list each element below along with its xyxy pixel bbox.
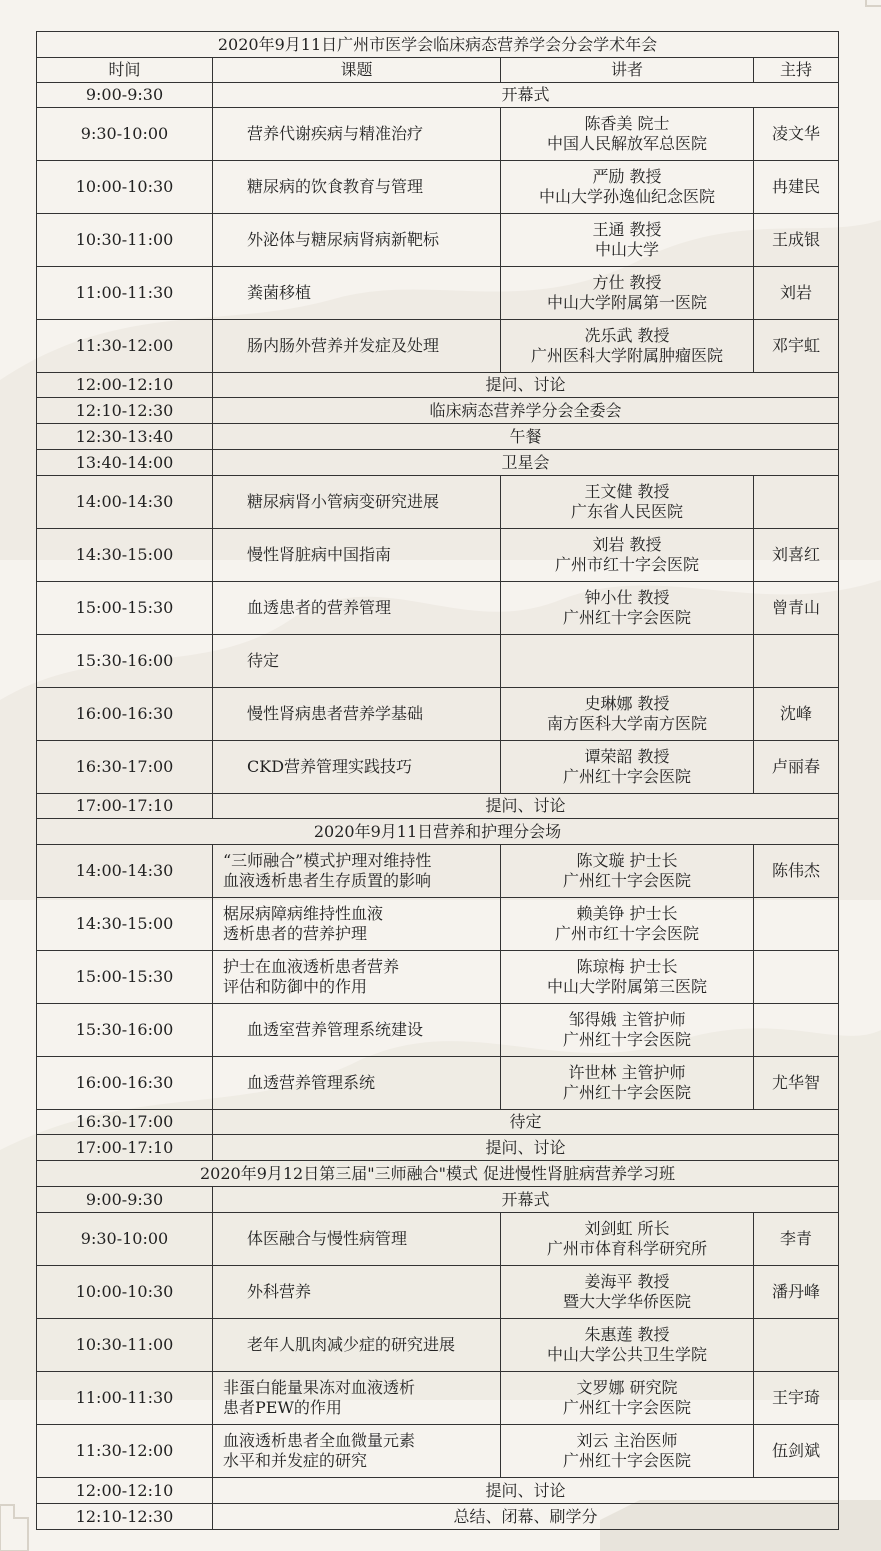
- topic-line: 评估和防御中的作用: [223, 977, 368, 996]
- session-row: [37, 794, 839, 819]
- topic-line: 透析患者的营养护理: [223, 924, 368, 943]
- topic-cell: [213, 898, 501, 951]
- section-title: 2020年9月11日营养和护理分会场: [37, 819, 839, 845]
- speaker-cell: [501, 845, 754, 898]
- time-cell: 9:00-9:30: [37, 83, 213, 108]
- topic-line: 患者PEW的作用: [223, 1398, 342, 1417]
- talk-row: [37, 161, 839, 214]
- speaker-org: 南方医科大学南方医院: [546, 714, 707, 733]
- speaker-cell: [501, 1057, 754, 1110]
- host-cell: 潘丹峰: [754, 1266, 839, 1319]
- speaker-cell: [501, 688, 754, 741]
- topic-cell: 老年人肌肉减少症的研究进展: [213, 1319, 501, 1372]
- speaker-org: 中山大学附属第三医院: [546, 977, 707, 996]
- topic-cell: CKD营养管理实践技巧: [213, 741, 501, 794]
- time-cell: 14:30-15:00: [37, 898, 213, 951]
- speaker-name: 赖美铮 护士长: [576, 904, 678, 923]
- speaker-org: 中山大学附属第一医院: [546, 293, 707, 312]
- speaker-cell: [501, 320, 754, 373]
- host-cell: 邓宇虹: [754, 320, 839, 373]
- time-cell: 10:00-10:30: [37, 1266, 213, 1319]
- time-cell: 16:00-16:30: [37, 688, 213, 741]
- topic-cell: [213, 951, 501, 1004]
- speaker-org: 暨大大学华侨医院: [562, 1292, 691, 1311]
- speaker-cell: [501, 476, 754, 529]
- session-label: 提问、讨论: [213, 373, 839, 398]
- talk-row: [37, 1213, 839, 1266]
- time-cell: 17:00-17:10: [37, 794, 213, 819]
- speaker-name: 刘剑虹 所长: [584, 1219, 670, 1238]
- host-cell: 伍剑斌: [754, 1425, 839, 1478]
- section-row: [37, 1161, 839, 1187]
- time-cell: 12:00-12:10: [37, 1478, 213, 1504]
- time-cell: 12:10-12:30: [37, 398, 213, 424]
- time-cell: 12:30-13:40: [37, 424, 213, 450]
- session-label: 临床病态营养学分会全委会: [213, 398, 839, 424]
- speaker-name: 谭荣韶 教授: [584, 747, 670, 766]
- time-cell: 14:00-14:30: [37, 845, 213, 898]
- session-label: 卫星会: [213, 450, 839, 476]
- speaker-org: 广州红十字会医院: [562, 1083, 691, 1102]
- time-cell: 17:00-17:10: [37, 1135, 213, 1161]
- time-cell: 11:30-12:00: [37, 1425, 213, 1478]
- speaker-org: 广州医科大学附属肿瘤医院: [530, 346, 723, 365]
- speaker-cell: [501, 1266, 754, 1319]
- speaker-name: 王文健 教授: [584, 482, 670, 501]
- session-row: [37, 1478, 839, 1504]
- schedule-title: 2020年9月11日广州市医学会临床病态营养学会分会学术年会: [37, 32, 839, 58]
- topic-line: 水平和并发症的研究: [223, 1451, 368, 1470]
- speaker-cell: [501, 267, 754, 320]
- topic-cell: [213, 1425, 501, 1478]
- topic-cell: [213, 1372, 501, 1425]
- topic-cell: 糖尿病的饮食教育与管理: [213, 161, 501, 214]
- speaker-name: 刘岩 教授: [592, 535, 662, 554]
- host-cell: [754, 1004, 839, 1057]
- talk-row: [37, 320, 839, 373]
- topic-line: “三师融合”模式护理对维持性: [223, 851, 432, 870]
- talk-row: [37, 1266, 839, 1319]
- talk-row: [37, 214, 839, 267]
- session-row: [37, 398, 839, 424]
- speaker-name: 朱惠莲 教授: [584, 1325, 670, 1344]
- session-row: [37, 1110, 839, 1135]
- host-cell: 王宇琦: [754, 1372, 839, 1425]
- session-label: 提问、讨论: [213, 1135, 839, 1161]
- header-row: [37, 58, 839, 83]
- speaker-name: 文罗娜 研究院: [576, 1378, 678, 1397]
- title-row: [37, 32, 839, 58]
- time-cell: 9:30-10:00: [37, 108, 213, 161]
- speaker-name: 严励 教授: [592, 167, 662, 186]
- time-cell: 16:30-17:00: [37, 741, 213, 794]
- topic-cell: 体医融合与慢性病管理: [213, 1213, 501, 1266]
- time-cell: 9:30-10:00: [37, 1213, 213, 1266]
- topic-cell: 血透患者的营养管理: [213, 582, 501, 635]
- speaker-cell: [501, 951, 754, 1004]
- host-cell: 沈峰: [754, 688, 839, 741]
- speaker-cell: [501, 635, 754, 688]
- topic-cell: 粪菌移植: [213, 267, 501, 320]
- talk-row: [37, 1057, 839, 1110]
- time-cell: 14:00-14:30: [37, 476, 213, 529]
- talk-row: [37, 845, 839, 898]
- host-cell: [754, 951, 839, 1004]
- topic-cell: 待定: [213, 635, 501, 688]
- speaker-name: 陈文璇 护士长: [576, 851, 678, 870]
- speaker-cell: [501, 741, 754, 794]
- topic-cell: 外泌体与糖尿病肾病新靶标: [213, 214, 501, 267]
- speaker-org: 广州红十字会医院: [562, 608, 691, 627]
- topic-line: 血液透析患者全血微量元素: [223, 1431, 416, 1450]
- topic-cell: 慢性肾脏病中国指南: [213, 529, 501, 582]
- topic-line: 非蛋白能量果冻对血液透析: [223, 1378, 416, 1397]
- speaker-org: 广东省人民医院: [570, 502, 683, 521]
- speaker-cell: [501, 1319, 754, 1372]
- speaker-cell: [501, 1372, 754, 1425]
- header-time: 时间: [37, 58, 213, 83]
- session-row: [37, 1187, 839, 1213]
- speaker-cell: [501, 161, 754, 214]
- speaker-org: 广州市红十字会医院: [554, 924, 699, 943]
- session-row: [37, 83, 839, 108]
- talk-row: [37, 951, 839, 1004]
- talk-row: [37, 741, 839, 794]
- time-cell: 11:30-12:00: [37, 320, 213, 373]
- time-cell: 11:00-11:30: [37, 267, 213, 320]
- host-cell: [754, 898, 839, 951]
- speaker-org: 广州红十字会医院: [562, 871, 691, 890]
- host-cell: 李青: [754, 1213, 839, 1266]
- speaker-org: 广州红十字会医院: [562, 767, 691, 786]
- speaker-name: 许世林 主管护师: [568, 1063, 686, 1082]
- time-cell: 13:40-14:00: [37, 450, 213, 476]
- topic-cell: 慢性肾病患者营养学基础: [213, 688, 501, 741]
- time-cell: 10:30-11:00: [37, 1319, 213, 1372]
- host-cell: 陈伟杰: [754, 845, 839, 898]
- host-cell: 凌文华: [754, 108, 839, 161]
- speaker-name: 陈香美 院士: [584, 114, 670, 133]
- speaker-name: 史琳娜 教授: [584, 694, 670, 713]
- topic-cell: 肠内肠外营养并发症及处理: [213, 320, 501, 373]
- header-topic: 课题: [213, 58, 501, 83]
- speaker-cell: [501, 1213, 754, 1266]
- speaker-cell: [501, 108, 754, 161]
- speaker-cell: [501, 582, 754, 635]
- host-cell: 曾青山: [754, 582, 839, 635]
- speaker-name: 邹得娥 主管护师: [568, 1010, 686, 1029]
- speaker-cell: [501, 1425, 754, 1478]
- talk-row: [37, 108, 839, 161]
- speaker-name: 陈琼梅 护士长: [576, 957, 678, 976]
- topic-line: 椐尿病障病维持性血液: [223, 904, 384, 923]
- session-label: 提问、讨论: [213, 794, 839, 819]
- speaker-name: 方仕 教授: [592, 273, 662, 292]
- topic-line: 护士在血液透析患者营养: [223, 957, 400, 976]
- host-cell: 尤华智: [754, 1057, 839, 1110]
- host-cell: 卢丽春: [754, 741, 839, 794]
- time-cell: 15:30-16:00: [37, 1004, 213, 1057]
- speaker-name: 刘云 主治医师: [576, 1431, 678, 1450]
- speaker-name: 王通 教授: [592, 220, 662, 239]
- time-cell: 15:30-16:00: [37, 635, 213, 688]
- section-title: 2020年9月12日第三届"三师融合"模式 促进慢性肾脏病营养学习班: [37, 1161, 839, 1187]
- session-label: 总结、闭幕、刷学分: [213, 1504, 839, 1530]
- host-cell: 冉建民: [754, 161, 839, 214]
- session-label: 待定: [213, 1110, 839, 1135]
- speaker-org: 中山大学孙逸仙纪念医院: [538, 187, 715, 206]
- time-cell: 12:10-12:30: [37, 1504, 213, 1530]
- host-cell: 刘喜红: [754, 529, 839, 582]
- session-row: [37, 450, 839, 476]
- speaker-name: 姜海平 教授: [584, 1272, 670, 1291]
- talk-row: [37, 688, 839, 741]
- topic-cell: [213, 845, 501, 898]
- topic-cell: 血透营养管理系统: [213, 1057, 501, 1110]
- time-cell: 15:00-15:30: [37, 582, 213, 635]
- time-cell: 11:00-11:30: [37, 1372, 213, 1425]
- topic-cell: 糖尿病肾小管病变研究进展: [213, 476, 501, 529]
- host-cell: 王成银: [754, 214, 839, 267]
- time-cell: 16:00-16:30: [37, 1057, 213, 1110]
- talk-row: [37, 1425, 839, 1478]
- time-cell: 10:30-11:00: [37, 214, 213, 267]
- talk-row: [37, 582, 839, 635]
- speaker-cell: [501, 1004, 754, 1057]
- session-row: [37, 1135, 839, 1161]
- topic-cell: 外科营养: [213, 1266, 501, 1319]
- session-label: 提问、讨论: [213, 1478, 839, 1504]
- section-row: [37, 819, 839, 845]
- speaker-org: 广州市体育科学研究所: [546, 1239, 707, 1258]
- talk-row: [37, 635, 839, 688]
- speaker-name: 冼乐武 教授: [584, 326, 670, 345]
- speaker-org: 中山大学: [594, 240, 659, 259]
- talk-row: [37, 898, 839, 951]
- session-label: 开幕式: [213, 83, 839, 108]
- schedule-table: [36, 31, 839, 1530]
- speaker-org: 广州市红十字会医院: [554, 555, 699, 574]
- speaker-cell: [501, 898, 754, 951]
- host-cell: [754, 1319, 839, 1372]
- talk-row: [37, 1004, 839, 1057]
- speaker-org: 广州红十字会医院: [562, 1398, 691, 1417]
- session-row: [37, 424, 839, 450]
- topic-cell: 血透室营养管理系统建设: [213, 1004, 501, 1057]
- speaker-org: 中山大学公共卫生学院: [546, 1345, 707, 1364]
- session-row: [37, 1504, 839, 1530]
- speaker-org: 中国人民解放军总医院: [546, 134, 707, 153]
- speaker-org: 广州红十字会医院: [562, 1030, 691, 1049]
- time-cell: 10:00-10:30: [37, 161, 213, 214]
- time-cell: 9:00-9:30: [37, 1187, 213, 1213]
- host-cell: [754, 476, 839, 529]
- host-cell: [754, 635, 839, 688]
- header-host: 主持: [754, 58, 839, 83]
- time-cell: 16:30-17:00: [37, 1110, 213, 1135]
- talk-row: [37, 1372, 839, 1425]
- host-cell: 刘岩: [754, 267, 839, 320]
- header-speaker: 讲者: [501, 58, 754, 83]
- session-row: [37, 373, 839, 398]
- speaker-name: 钟小仕 教授: [584, 588, 670, 607]
- talk-row: [37, 267, 839, 320]
- time-cell: 12:00-12:10: [37, 373, 213, 398]
- time-cell: 14:30-15:00: [37, 529, 213, 582]
- session-label: 午餐: [213, 424, 839, 450]
- speaker-org: 广州红十字会医院: [562, 1451, 691, 1470]
- talk-row: [37, 1319, 839, 1372]
- time-cell: 15:00-15:30: [37, 951, 213, 1004]
- speaker-cell: [501, 529, 754, 582]
- topic-cell: 营养代谢疾病与精准治疗: [213, 108, 501, 161]
- topic-line: 血液透析患者生存质置的影响: [223, 871, 432, 890]
- session-label: 开幕式: [213, 1187, 839, 1213]
- talk-row: [37, 529, 839, 582]
- talk-row: [37, 476, 839, 529]
- speaker-cell: [501, 214, 754, 267]
